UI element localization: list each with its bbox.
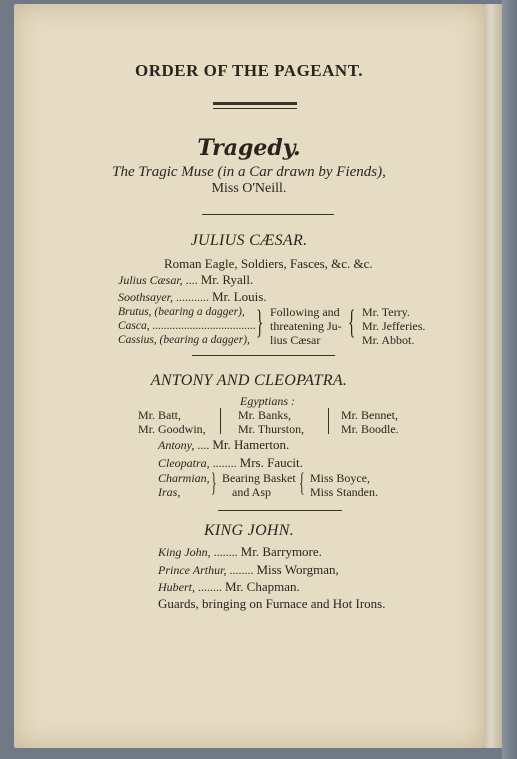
leader-dots: ....	[185, 273, 198, 287]
brace-left: }	[256, 304, 264, 341]
egyptians-label: Egyptians :	[240, 394, 295, 408]
actor-name: Mrs. Faucit.	[239, 455, 303, 470]
king-john-title: KING JOHN.	[203, 522, 295, 539]
section-divider	[218, 510, 342, 511]
tragic-muse-line: The Tragic Muse (in a Car drawn by Fiends),	[112, 164, 386, 180]
tragic-muse-actor: Miss O'Neill.	[211, 181, 287, 196]
page-heading: ORDER OF THE PAGEANT.	[134, 61, 364, 80]
conspirator-action	[270, 305, 342, 347]
actor-name: Mr. Terry.	[362, 305, 410, 319]
document-page	[14, 4, 484, 748]
cast-row	[158, 455, 303, 471]
attendant-actors	[310, 471, 378, 499]
cast-row	[158, 544, 322, 560]
section-divider	[202, 214, 334, 215]
guards-line: Guards, bringing on Furnace and Hot Irons.	[158, 596, 386, 611]
role-name: Cleopatra,	[158, 456, 210, 470]
leader-dots: ........	[198, 580, 222, 594]
actor-name: Mr. Boodle.	[341, 422, 399, 436]
actor-name: Mr. Banks,	[238, 408, 292, 422]
brace-right: {	[348, 304, 356, 341]
attendant-action	[222, 471, 296, 499]
cast-row	[158, 579, 300, 595]
actor-name: Mr. Barrymore.	[240, 544, 322, 559]
role-name: Antony,	[158, 438, 195, 452]
action-line: Bearing Basket	[222, 471, 296, 485]
brace-right: {	[299, 468, 305, 497]
heading-rule	[213, 102, 297, 105]
role-name: Cassius, (bearing a dagger),	[118, 334, 250, 346]
actor-name: Mr. Chapman.	[225, 579, 300, 594]
role-name: Prince Arthur,	[158, 563, 227, 577]
leader-dots: ........	[213, 545, 238, 559]
actor-name: Mr. Ryall.	[200, 272, 254, 287]
role-name: Brutus, (bearing a dagger),	[118, 306, 245, 318]
leader-dots: ........	[212, 456, 237, 470]
leader-dots: ....	[197, 438, 210, 452]
action-line: lius Cæsar	[270, 333, 321, 347]
column-divider	[220, 408, 221, 434]
role-name: Charmian,	[158, 471, 210, 485]
action-line: and Asp	[232, 485, 271, 499]
role-name: Iras,	[158, 485, 181, 499]
section-divider	[192, 355, 335, 356]
role-name: King John,	[158, 545, 211, 559]
actor-name: Mr. Abbot.	[362, 333, 415, 347]
role-name: Julius Cæsar,	[118, 273, 183, 287]
cast-row	[158, 437, 289, 453]
book-spine	[502, 0, 517, 759]
egyptians-column-3	[341, 408, 399, 436]
attendant-roles	[158, 471, 210, 499]
actor-name: Mr. Hamerton.	[212, 437, 290, 452]
actor-name: Miss Worgman,	[256, 562, 339, 577]
column-divider	[328, 408, 329, 434]
actor-name: Mr. Louis.	[212, 289, 267, 304]
actor-name: Mr. Thurston,	[238, 422, 305, 436]
leader-dots: ...........	[176, 290, 209, 304]
actor-name: Miss Boyce,	[310, 471, 370, 485]
conspirator-roles	[118, 305, 256, 347]
antony-cleopatra-title: ANTONY AND CLEOPATRA.	[150, 372, 348, 389]
egyptians-column-2	[238, 408, 304, 436]
actor-name: Mr. Batt,	[138, 408, 182, 422]
actor-name: Mr. Bennet,	[341, 408, 398, 422]
heading-rule-thin	[213, 108, 297, 109]
actor-name: Miss Standen.	[310, 485, 379, 499]
tragedy-title: Tragedy.	[197, 135, 301, 161]
role-name: Casca, ....................................	[118, 320, 256, 332]
cast-row	[118, 289, 267, 305]
page-edge	[484, 4, 502, 748]
cast-row	[158, 562, 339, 578]
leader-dots: ........	[229, 563, 254, 577]
action-line: threatening Ju-	[270, 319, 342, 333]
cast-row	[118, 272, 253, 288]
brace-left: }	[211, 468, 217, 497]
action-line: Following and	[270, 305, 340, 319]
julius-caesar-title: JULIUS CÆSAR.	[190, 232, 308, 249]
actor-name: Mr. Jefferies.	[362, 319, 426, 333]
egyptians-column-1	[138, 408, 206, 436]
actor-name: Mr. Goodwin,	[138, 422, 206, 436]
role-name: Soothsayer,	[118, 290, 173, 304]
conspirator-actors	[362, 305, 425, 347]
role-name: Hubert,	[158, 580, 195, 594]
julius-caesar-emblems: Roman Eagle, Soldiers, Fasces, &c. &c.	[164, 256, 373, 271]
